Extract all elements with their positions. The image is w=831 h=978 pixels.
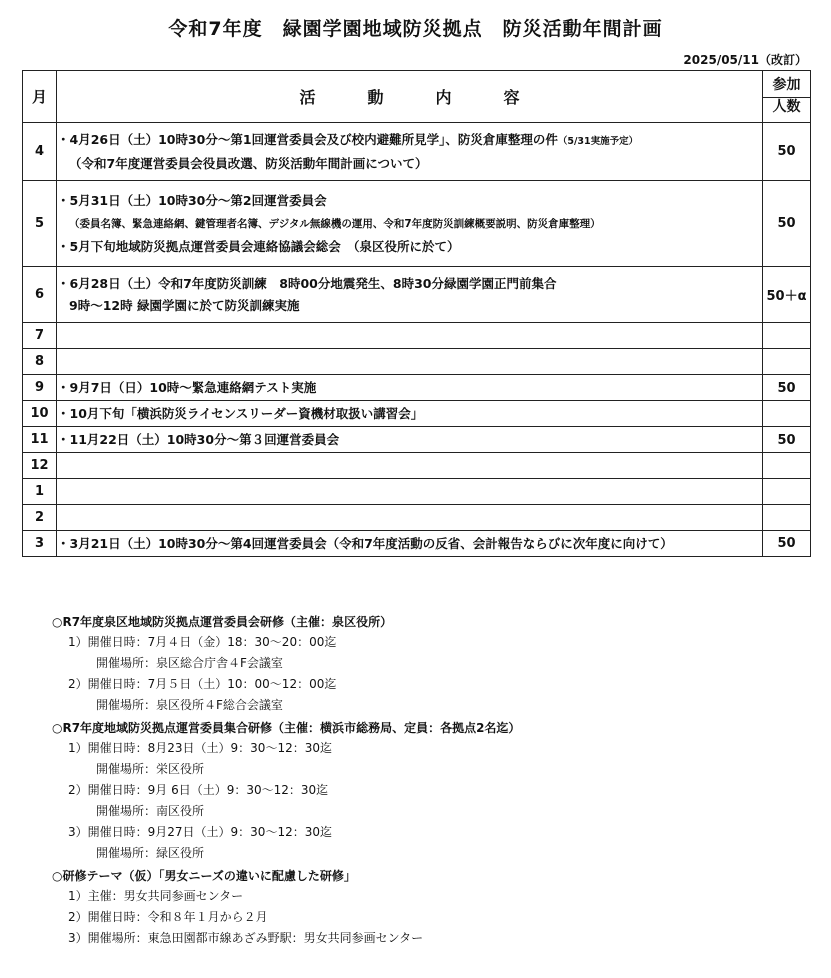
header-attendance [763, 71, 811, 123]
table-row [23, 349, 811, 375]
table-row [23, 453, 811, 479]
activity-note: （5/31実施予定） [557, 135, 639, 147]
notes-item-place: 開催場所：栄区役所 [96, 762, 205, 776]
activity-line: ・5月31日（土）10時30分～第2回運営委員会 [57, 192, 327, 208]
row-month: 4 [23, 123, 57, 181]
row-month: 10 [23, 401, 57, 427]
revision-date: 2025/05/11（改訂） [683, 53, 807, 67]
notes-section-heading: ○研修テーマ（仮）「男女ニーズの違いに配慮した研修」 [52, 869, 356, 883]
activity-line: ・5月下旬地域防災拠点運営委員会連絡協議会総会 （泉区役所に於て） [57, 238, 460, 254]
row-month: 8 [23, 349, 57, 375]
row-activity [57, 401, 763, 427]
table-row [23, 505, 811, 531]
header-activity [57, 71, 763, 123]
row-month: 9 [23, 375, 57, 401]
row-month: 12 [23, 453, 57, 479]
row-month: 1 [23, 479, 57, 505]
notes-section-heading: ○R7年度地域防災拠点運営委員集合研修（主催：横浜市総務局、定員：各拠点2名迄） [52, 721, 521, 735]
header-activity-char: 容 [503, 88, 520, 107]
row-attendance: 50 [763, 123, 811, 181]
row-activity [57, 375, 763, 401]
row-month: 11 [23, 427, 57, 453]
row-attendance: 50＋α [763, 267, 811, 323]
activity-line: ・6月28日（土）令和7年度防災訓練 8時00分地震発生、8時30分緑園学園正門前集合 [57, 275, 557, 291]
row-month: 7 [23, 323, 57, 349]
header-activity-char: 動 [367, 88, 384, 107]
row-attendance [763, 401, 811, 427]
row-attendance: 50 [763, 427, 811, 453]
table-row [23, 323, 811, 349]
activity-line: ・4月26日（土）10時30分～第1回運営委員会及び校内避難所見学」、防災倉庫整理の件 [57, 131, 558, 147]
notes-section-heading: ○R7年度泉区地域防災拠点運営委員会研修（主催：泉区役所） [52, 615, 393, 629]
table-row [23, 427, 811, 453]
row-attendance [763, 453, 811, 479]
page-title: 令和7年度 緑園学園地域防災拠点 防災活動年間計画 [168, 18, 663, 40]
activity-line: 9時～12時 緑園学園に於て防災訓練実施 [69, 297, 300, 313]
notes-item-place: 開催場所：南区役所 [96, 804, 205, 818]
table-row [23, 479, 811, 505]
row-activity [57, 531, 763, 557]
notes-item-place: 開催場所：泉区総合庁舎４F会議室 [96, 656, 283, 670]
activity-line: ・11月22日（土）10時30分～第３回運営委員会 [57, 431, 340, 447]
notes-item-date: 2）開催日時：7月５日（土）10：00～12：00迄 [68, 677, 337, 691]
table-header-row [23, 71, 811, 123]
notes-item-place: 開催場所：泉区役所４F総合会議室 [96, 698, 283, 712]
table-row [23, 267, 811, 323]
row-attendance [763, 479, 811, 505]
notes-item-date: 3）開催日時：9月27日（土）9：30～12：30迄 [68, 825, 332, 839]
activity-line: ・9月7日（日）10時～緊急連絡網テスト実施 [57, 379, 317, 395]
row-attendance: 50 [763, 375, 811, 401]
row-attendance: 50 [763, 181, 811, 267]
header-activity-char: 内 [435, 88, 452, 107]
row-activity [57, 505, 763, 531]
notes-item-date: 1）開催日時：7月４日（金）18：30～20：00迄 [68, 635, 337, 649]
activity-detail: （委員名簿、緊急連絡網、鍵管理者名簿、デジタル無線機の運用、令和7年度防災訓練概要説明、防災倉庫整理） [69, 217, 601, 230]
header-attendance-bottom: 人数 [772, 99, 801, 115]
row-activity [57, 453, 763, 479]
row-month: 6 [23, 267, 57, 323]
header-activity-char: 活 [299, 88, 316, 107]
row-activity [57, 479, 763, 505]
row-attendance: 50 [763, 531, 811, 557]
header-attendance-top: 参加 [763, 76, 810, 98]
row-activity [57, 181, 763, 267]
table-row [23, 531, 811, 557]
table-row [23, 181, 811, 267]
notes-item: 1）主催：男女共同参画センター [68, 889, 244, 903]
row-month: 5 [23, 181, 57, 267]
row-activity [57, 427, 763, 453]
row-month: 3 [23, 531, 57, 557]
notes-item: 2）開催日時：令和８年１月から２月 [68, 910, 268, 924]
row-activity [57, 267, 763, 323]
annual-plan-table [22, 70, 811, 557]
table-row [23, 123, 811, 181]
header-month: 月 [23, 71, 57, 123]
notes-item-place: 開催場所：緑区役所 [96, 846, 205, 860]
row-activity [57, 349, 763, 375]
row-attendance [763, 323, 811, 349]
row-activity [57, 323, 763, 349]
activity-line: （令和7年度運営委員会役員改選、防災活動年間計画について） [69, 155, 428, 171]
row-month: 2 [23, 505, 57, 531]
activity-line: ・10月下旬「横浜防災ライセンスリーダー資機材取扱い講習会」 [57, 405, 424, 421]
notes-item-date: 1）開催日時：8月23日（土）9：30～12：30迄 [68, 741, 332, 755]
table-row [23, 401, 811, 427]
notes-item: 3）開催場所：東急田園都市線あざみ野駅：男女共同参画センター [68, 931, 424, 945]
notes-item-date: 2）開催日時：9月 6日（土）9：30～12：30迄 [68, 783, 329, 797]
activity-line: ・3月21日（土）10時30分～第4回運営委員会（令和7年度活動の反省、会計報告ならびに次年度に向けて） [57, 535, 673, 551]
row-attendance [763, 349, 811, 375]
row-activity [57, 123, 763, 181]
table-row [23, 375, 811, 401]
training-notes [52, 610, 812, 949]
row-attendance [763, 505, 811, 531]
